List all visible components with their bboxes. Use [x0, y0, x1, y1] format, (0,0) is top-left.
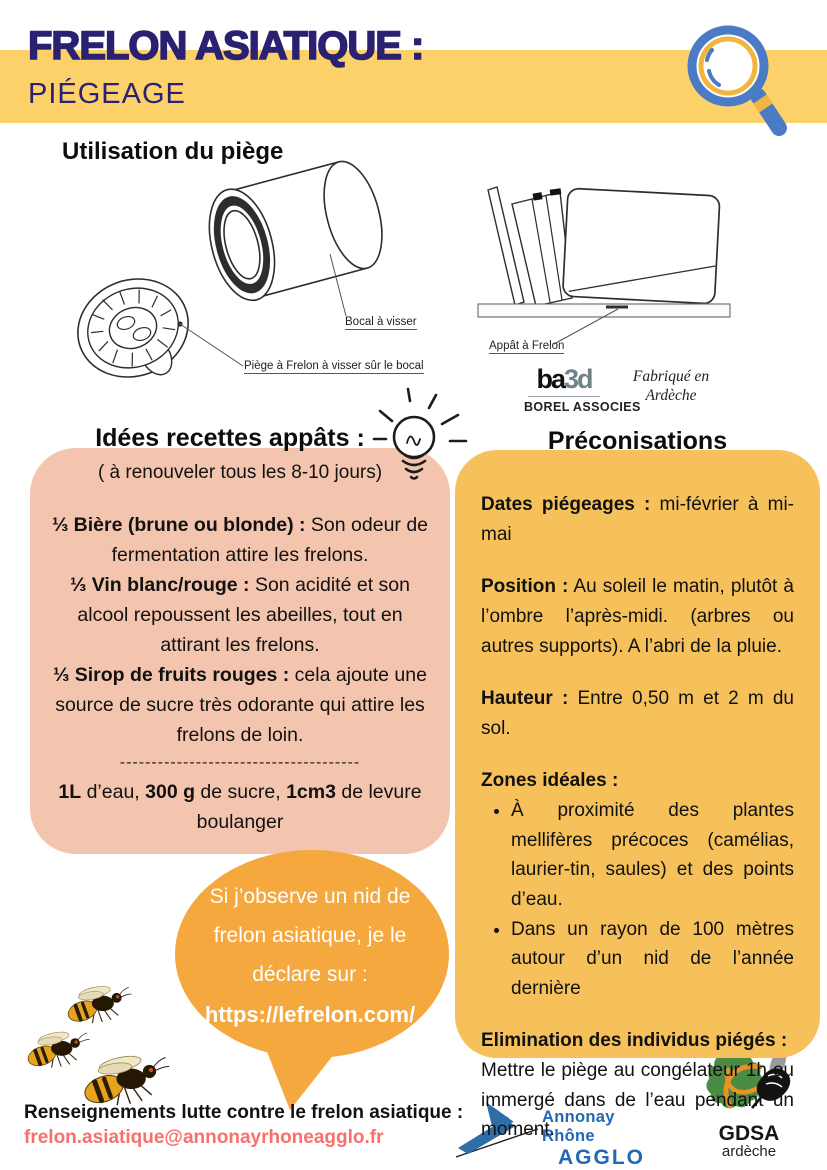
- hornet-illustration: [26, 1026, 90, 1074]
- bubble-text: [186, 878, 434, 1035]
- logo-divider: [528, 396, 600, 397]
- recipes-subtitle: ( à renouveler tous les 8-10 jours): [97, 462, 383, 483]
- contact-email-link[interactable]: frelon.asiatique@annonayrhoneagglo.fr: [24, 1127, 384, 1148]
- made-in-text: Fabriqué en Ardèche: [632, 368, 710, 404]
- declaration-url-link[interactable]: https://lefrelon.com/: [204, 1001, 416, 1027]
- page-title: FRELON ASIATIQUE :: [28, 24, 424, 68]
- recipe-base-mix: 1L d’eau, 300 g de sucre, 1cm3 de levure boulanger: [58, 780, 422, 833]
- preco-hauteur: Hauteur : Entre 0,50 m et 2 m du sol.: [481, 688, 795, 739]
- preco-zone-bullet: • Dans un rayon de 100 mètres autour d’un nid de l’année dernière: [511, 915, 794, 1004]
- bubble-line: Si j’observe un nid de: [209, 885, 411, 908]
- bubble-line: déclare sur :: [252, 962, 368, 986]
- hornet-illustration: [66, 980, 132, 1030]
- recipe-item-biere: ⅓ Bière (brune ou blonde) : Son odeur de fermentation attire les frelons.: [51, 514, 429, 567]
- recipes-title: Idées recettes appâts :: [95, 424, 365, 452]
- gdsa-region: ardèche: [721, 1143, 777, 1160]
- contact-label: Renseignements lutte contre le frelon asiatique :: [24, 1102, 464, 1123]
- recipe-item-sirop: ⅓ Sirop de fruits rouges : cela ajoute une source de sucre très odorante qui attire les frelons de loin.: [53, 664, 427, 747]
- label-bocal: Bocal à visser: [345, 316, 417, 328]
- gdsa-acronym: GDSA: [718, 1122, 780, 1145]
- preco-elimination: Elimination des individus piégés : Mettre le piège au congélateur 1h ou immergé dans de l’eau pendant un moment.: [481, 1030, 794, 1141]
- magnifier-icon: [676, 16, 791, 138]
- label-appat: Appât à Frelon: [489, 340, 565, 352]
- preco-zones-list: [481, 796, 794, 1003]
- preco-zones-label: Zones idéales :: [481, 770, 619, 792]
- lightbulb-icon: [370, 383, 474, 495]
- preconisations-title: Préconisations: [547, 427, 728, 455]
- usage-heading: Utilisation du piège: [62, 138, 284, 165]
- ba3d-logo: ba3d: [536, 364, 592, 394]
- maker-name: BOREL ASSOCIES: [524, 400, 641, 414]
- page-subtitle: PIÉGEAGE: [28, 78, 186, 110]
- preco-dates: Dates piégeages : mi-février à mi-mai: [481, 494, 794, 545]
- bubble-line: frelon asiatique, je le: [213, 923, 407, 947]
- maker-logo: [524, 364, 641, 414]
- recipe-divider: --------------------------------------: [119, 754, 361, 772]
- preco-zone-bullet: • À proximité des plantes mellifères précoces (camélias, laurier-tin, saules) et des points d’eau.: [511, 796, 794, 915]
- recipe-item-vin: ⅓ Vin blanc/rouge : Son acidité et son alcool repoussent les abeilles, tout en attirant les frelons.: [70, 574, 410, 657]
- label-piege: Piège à Frelon à visser sûr le bocal: [244, 360, 424, 372]
- recipes-box: [30, 448, 450, 854]
- preco-position: Position : Au soleil le matin, plutôt à l’ombre l’après-midi. (arbres ou autres supports). A l’abri de la pluie.: [481, 576, 794, 657]
- agglo-wordmark: Annonay Rhône AGGLO: [542, 1108, 645, 1169]
- footer-contact: [24, 1102, 463, 1149]
